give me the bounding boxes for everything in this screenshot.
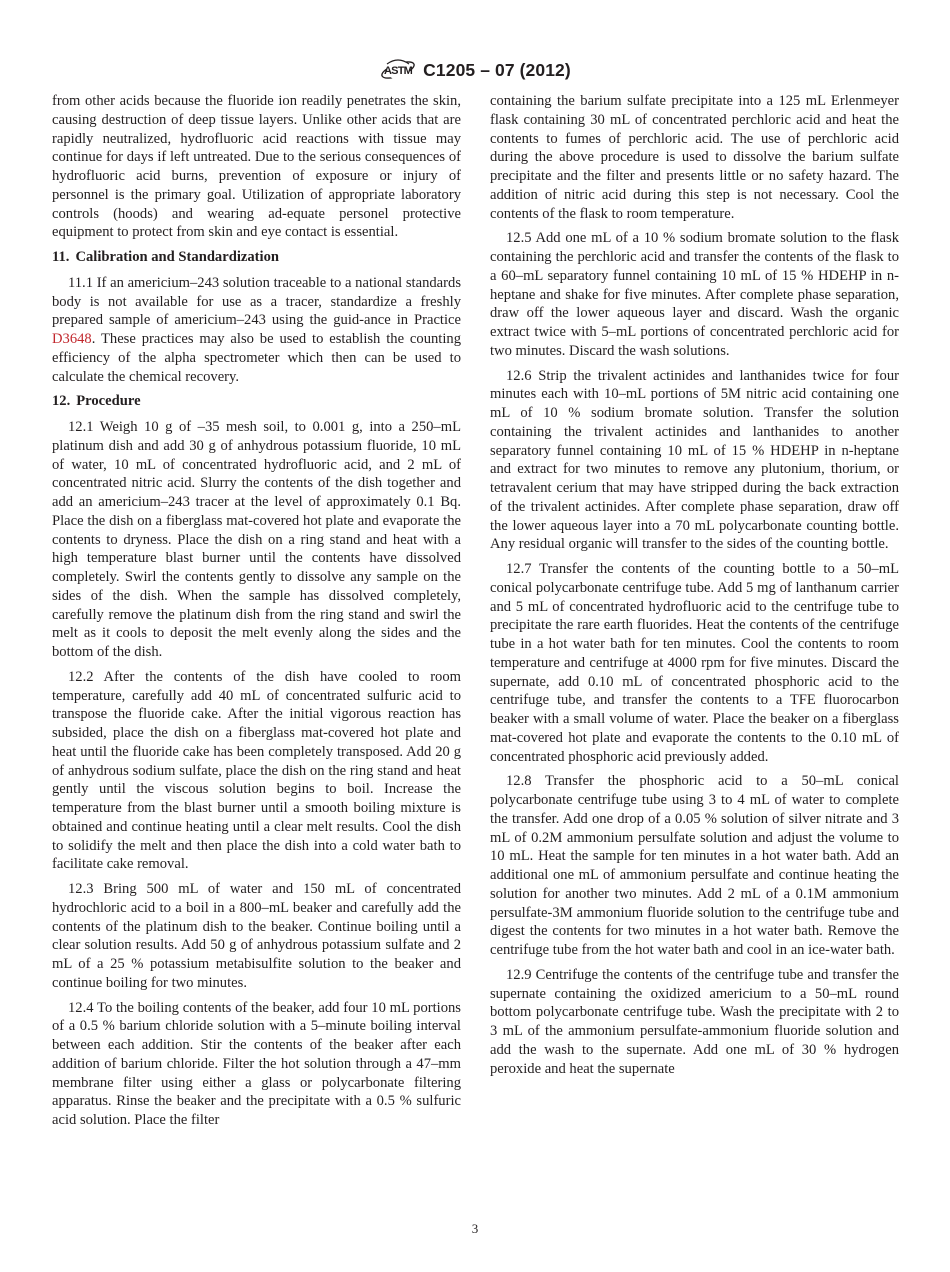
- paragraph-text: 11.1 If an americium–243 solution traceable to a national standards body is not available for use as a tracer, standardize a freshly prepared sample of americium–243 using the guid-ance in Practice: [52, 274, 461, 329]
- paragraph-12-2: 12.2 After the contents of the dish have cooled to room temperature, carefully add 40 mL of concentrated sulfuric acid to transpose the fluoride cake. After the initial vigorous reaction has subsided, place the dish on a fiberglass mat-covered hot plate and heat until the fluoride cake has been completely transposed. Add 20 g of anhydrous sodium sulfate, place the dish on the ring stand and heat gently until the viscous solution begins to boil. Increase the temperature from the blast burner until a smooth boiling mixture is obtained and continue heating until a clear melt results. Cool the dish to solidify the melt and then place the dish into a cold water bath to facilitate cake removal.: [52, 668, 461, 873]
- reference-link-d3648[interactable]: D3648: [52, 331, 92, 347]
- paragraph-10-continuation: from other acids because the fluoride ion readily penetrates the skin, causing destruction of deep tissue layers. Unlike other acids that are rapidly neutralized, hydrofluoric acid reactions with tissue may continue for days if left untreated. Due to the serious consequences of hydrofluoric acid burns, prevention of exposure or injury of personnel is the primary goal. Utilization of appropriate laboratory controls (hoods) and wearing ad-equate personel protective equipment to protect from skin and eye contact is essential.: [52, 93, 461, 241]
- section-title: Procedure: [76, 393, 141, 410]
- paragraph-12-4-continuation: containing the barium sulfate precipitate into a 125 mL Erlenmeyer flask containing 30 mL of concentrated perchloric acid and heat the contents to fumes of perchloric acid. The use of perchloric acid during the above procedure is used to dissolve the barium sulfate precipitate and the filter and presents little or no safety hazard. The addition of nitric acid during this step is not necessary. Cool the contents of the flask to room temperature.: [490, 93, 899, 222]
- section-number: 12.: [52, 393, 71, 410]
- page-header: [0, 55, 950, 85]
- paragraph-12-9: 12.9 Centrifuge the contents of the centrifuge tube and transfer the supernate containing the oxidized americium to a 50–mL round bottom polycarbonate centrifuge tube. Wash the precipitate with 2 to 3 mL of the ammonium persulfate-ammonium fluoride solution and add the wash to the supernate. Add one mL of 30 % hydrogen peroxide and heat the supernate: [490, 966, 899, 1077]
- paragraph-text: . These practices may also be used to establish the counting efficiency of the alpha spectrometer which then can be used to calculate the chemical recovery.: [52, 331, 461, 385]
- paragraph-12-8: 12.8 Transfer the phosphoric acid to a 50–mL conical polycarbonate centrifuge tube using 3 to 4 mL of water to complete the transfer. Add one drop of a 0.05 % solution of silver nitrate and 3 mL of 0.2M ammonium persulfate solution and adjust the volume to 10 mL. Heat the sample for ten minutes in a hot water bath. Add an additional one mL of ammonium persulfate and continue heating the solution for another two minutes. Add 2 mL of a 0.1M ammonium persulfate-3M ammonium fluoride solution to the centrifuge tube and digest the contents for two minutes in a hot water bath. Remove the centrifuge tube from the hot water bath and cool in an ice-water bath.: [490, 773, 899, 958]
- paragraph-12-3: 12.3 Bring 500 mL of water and 150 mL of concentrated hydrochloric acid to a boil in a 800–mL beaker and carefully add the contents of the platinum dish to the beaker. Continue boiling until a clear solution results. Add 50 g of anhydrous potassium sulfate and 2 mL of a 25 % potassium metabisulfite solution to the beaker and continue boiling for two minutes.: [52, 881, 461, 991]
- paragraph-12-6: 12.6 Strip the trivalent actinides and lanthanides twice for four minutes each with 10–mL portions of 5M nitric acid containing one mL of 10 % sodium bromate solution. Transfer the solution containing the trivalent actinides and lanthanides to another separatory funnel containing 10 mL of 15 % HDEHP in n-heptane and extract for two minutes to remove any plutonium, thorium, or tetravalent cerium that may have stripped during the back extraction of the trivalent actinides. After complete phase separation, draw off the lower aqueous layer into a 70 mL polycarbonate counting bottle. Any residual organic will transfer to the sides of the counting bottle.: [490, 367, 899, 553]
- left-column: [52, 92, 461, 1136]
- astm-logo-icon: [379, 55, 417, 85]
- section-heading-12: [52, 392, 461, 411]
- paragraph-12-5: 12.5 Add one mL of a 10 % sodium bromate solution to the flask containing the perchloric acid and transfer the contents of the flask to a 60–mL separatory funnel containing 10 mL of 15 % HDEHP in n-heptane and shake for five minutes. After complete phase separation, draw off the lower aqueous layer and discard. Wash the organic extract twice with 5–mL portions of concentrated perchloric acid for two minutes. Discard the wash solutions.: [490, 230, 899, 359]
- section-title: Calibration and Standardization: [75, 249, 279, 265]
- svg-text:ASTM: ASTM: [384, 65, 413, 77]
- right-column: [490, 92, 899, 1084]
- paragraph-11-1: [52, 274, 461, 387]
- paragraph-12-1: 12.1 Weigh 10 g of –35 mesh soil, to 0.001 g, into a 250–mL platinum dish and add 30 g of anhydrous potassium fluoride, 10 mL of water, 10 mL of concentrated hydrofluoric acid, and 2 mL of concentrated nitric acid. Slurry the contents of the dish together and add an americium–243 tracer at the level of approximately 0.1 Bq. Place the dish on a fiberglass mat-covered hot plate and evaporate the contents to dryness. Place the dish on a ring stand and heat with a high temperature blast burner until the contents have dissolved completely. Swirl the contents gently to dissolve any sample on the sides of the dish. When the sample has dissolved completely, carefully remove the platinum dish from the ring stand and swirl the melt as it cools to deposit the melt evenly along the sides and the bottom of the dish.: [52, 419, 461, 660]
- standard-designation: C1205 – 07 (2012): [423, 59, 571, 80]
- section-number: 11.: [52, 249, 70, 265]
- section-heading-11: [52, 248, 461, 267]
- paragraph-12-4: 12.4 To the boiling contents of the beaker, add four 10 mL portions of a 0.5 % barium chloride solution with a 5–minute boiling interval between each addition. Stir the contents of the beaker after each addition of barium chloride. Filter the hot solution through a 47–mm membrane filter using either a glass or polycarbonate filtering apparatus. Rinse the beaker and the precipitate with a 0.5 % sulfuric acid solution. Place the filter: [52, 999, 461, 1128]
- page-number: 3: [471, 1221, 479, 1236]
- paragraph-12-7: 12.7 Transfer the contents of the counting bottle to a 50–mL conical polycarbonate centrifuge tube. Add 5 mg of lanthanum carrier and 5 mL of concentrated hydrofluoric acid to the centrifuge tube to precipitate the rare earth fluorides. Heat the contents of the centrifuge tube in a hot water bath for ten minutes. Cool the contents to room temperature and centrifuge at 4000 rpm for five minutes. Discard the supernate, add 0.10 mL of concentrated phosphoric acid to the centrifuge tube, and transfer the contents to a TFE fluorocarbon beaker with a small volume of water. Place the beaker on a fiberglass mat-covered hot plate and evaporate the contents to the 0.10 mL of concentrated phosphoric acid previously added.: [490, 561, 899, 765]
